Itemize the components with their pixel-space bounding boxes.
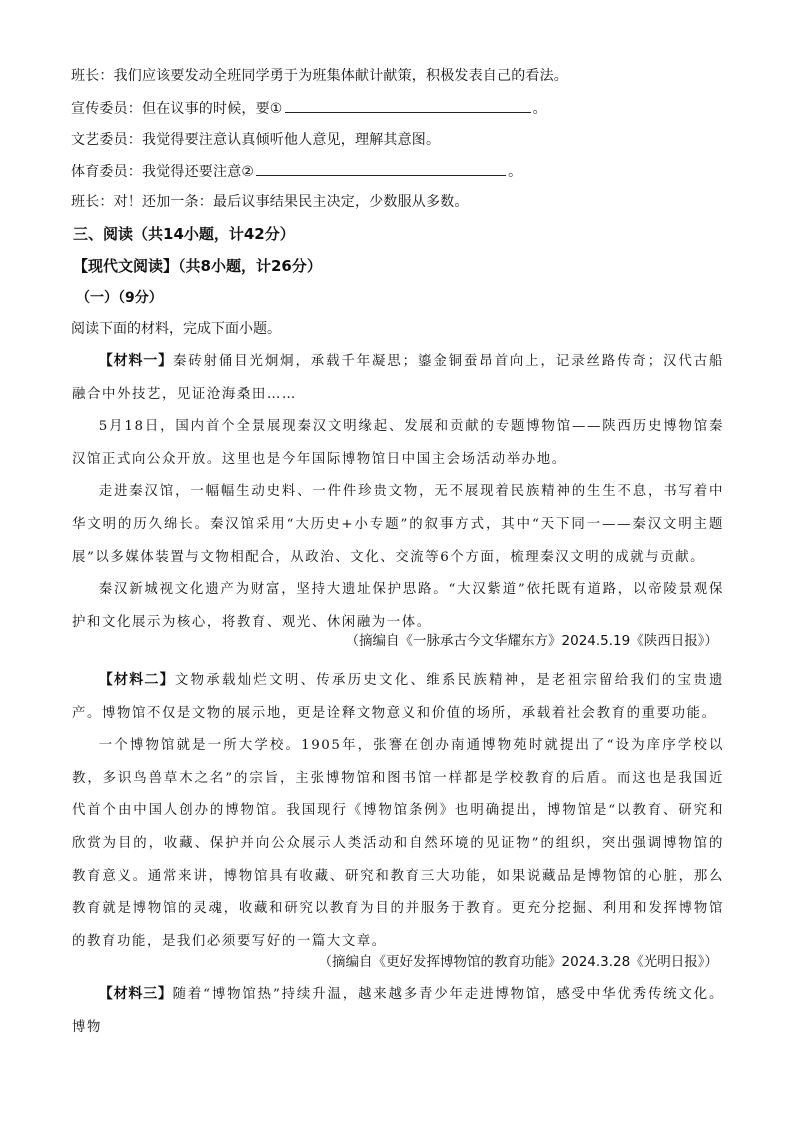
answer-blank-2[interactable] [256, 161, 506, 176]
part-label: （一）（9分） [76, 290, 163, 306]
material2-tag: 【材料二】 [98, 672, 175, 688]
material1-para-1 [72, 345, 724, 411]
dialogue-punct: 。 [532, 101, 547, 117]
material2-text-1: 文物承载灿烂文明、传承历史文化、维系民族精神，是老祖宗留给我们的宝贵遗产。博物馆不仅是文物的展示地，更是诠释文物意义和价值的场所，承载着社会教育的重要功能。 [72, 673, 724, 721]
material3-block [72, 978, 724, 1035]
dialogue-text: 体育委员：我觉得还要注意② [71, 164, 255, 180]
section-subtitle: 【现代文阅读】（共8小题，计26分） [73, 257, 322, 275]
material2-source: （摘编自《更好发挥博物馆的教育功能》2024.3.28《光明日报》） [318, 954, 718, 970]
instruction-text: 阅读下面的材料，完成下面小题。 [71, 321, 281, 337]
section-title: 三、阅读（共14小题，计42分） [73, 225, 295, 243]
material3-para-1 [72, 978, 724, 1044]
material2-para-2: 一个博物馆就是一所大学校。1905年，张謇在创办南通博物苑时就提出了“设为庠序学校以教，多识鸟兽草木之名”的宗旨，主张博物馆和图书馆一样都是学校教育的后盾。而这也是我国近代首个由中国人创办的博物馆。我国现行《博物馆条例》也明确提出，博物馆是“以教育、研究和欣赏为目的，收藏、保护并向公众展示人类活动和自然环境的见证物”的组织，突出强调博物馆的教育意义。通常来讲，博物馆具有收藏、研究和教育三大功能，如果说藏品是博物馆的心脏，那么教育就是博物馆的灵魂，收藏和研究以教育为目的并服务于教育。更充分挖掘、利用和发挥博物馆的教育功能，是我们必须要写好的一篇大文章。 [72, 738, 724, 949]
material3-text-1: 随着“博物馆热”持续升温，越来越多青少年走进博物馆，感受中华优秀传统文化。博物 [72, 987, 724, 1035]
material3-tag: 【材料三】 [98, 986, 173, 1002]
dialogue-line-monitor-final: 班长：对！还加一条：最后议事结果民主决定，少数服从多数。 [71, 194, 469, 210]
material1-para-3: 走进秦汉馆，一幅幅生动史料、一件件珍贵文物，无不展现着民族精神的生生不息，书写着中华文明的历久绵长。秦汉馆采用“大历史+小专题”的叙事方式，其中“天下同一——秦汉文明主题展”以多媒体装置与文物相配合，从政治、文化、交流等6个方面，梳理秦汉文明的成就与贡献。 [72, 484, 724, 565]
dialogue-text: 宣传委员：但在议事的时候，要① [71, 101, 283, 117]
material2-block [72, 664, 724, 958]
material1-block [72, 345, 724, 639]
dialogue-line-publicity [71, 98, 547, 119]
material2-para-1 [72, 664, 724, 730]
material1-para-2: 5月18日，国内首个全景展现秦汉文明缘起、发展和贡献的专题博物馆——陕西历史博物馆秦汉馆正式向公众开放。这里也是今年国际博物馆日中国主会场活动举办地。 [72, 419, 724, 467]
material1-source: （摘编自《一脉承古今文华耀东方》2024.5.19《陕西日报》） [345, 633, 718, 649]
dialogue-line-sports [71, 161, 522, 182]
material1-tag: 【材料一】 [98, 353, 173, 369]
answer-blank-1[interactable] [285, 98, 531, 113]
dialogue-punct: 。 [508, 164, 523, 180]
dialogue-line-monitor: 班长：我们应该要发动全班同学勇于为班集体献计献策，积极发表自己的看法。 [71, 68, 568, 84]
dialogue-line-arts: 文艺委员：我觉得要注意认真倾听他人意见，理解其意图。 [71, 132, 441, 148]
material1-para-4: 秦汉新城视文化遗产为财富，坚持大遗址保护思路。“大汉紫道”依托既有道路，以帝陵景观保护和文化展示为核心，将教育、观光、休闲融为一体。 [72, 582, 724, 630]
material1-text-1: 秦砖射俑目光炯炯，承载千年凝思；鎏金铜蚕昂首向上，记录丝路传奇；汉代古船融合中外技艺，见证沧海桑田…… [72, 354, 724, 402]
